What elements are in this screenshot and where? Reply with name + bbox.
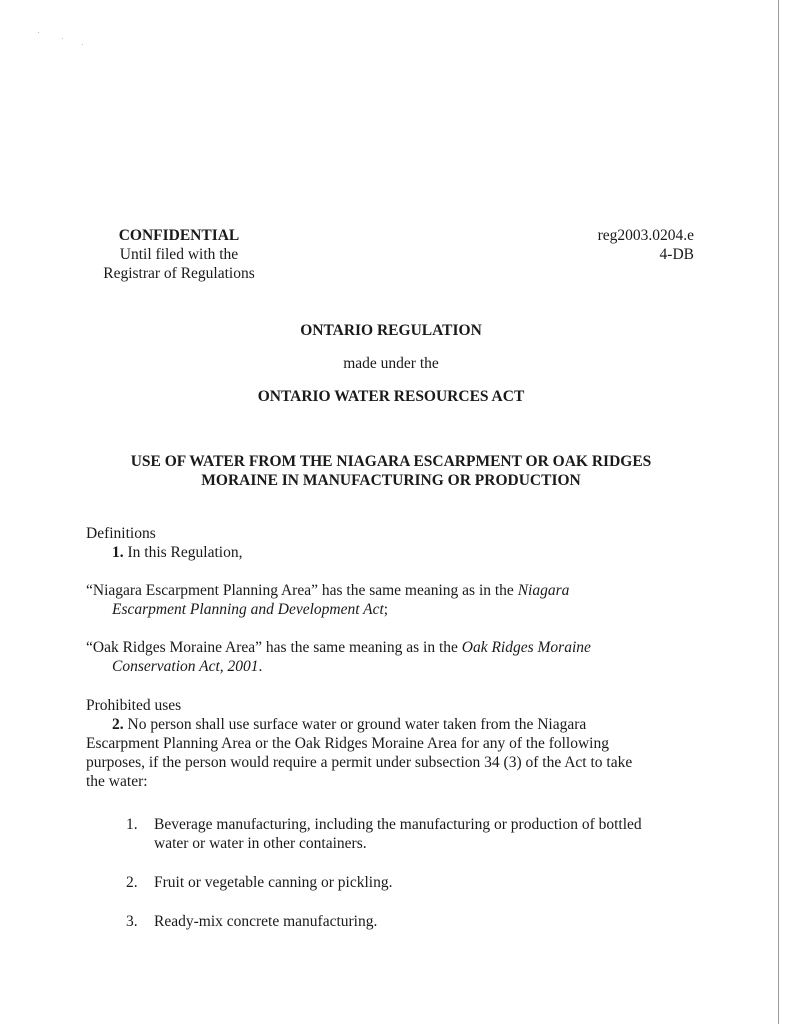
subject-title-line-2: MORAINE IN MANUFACTURING OR PRODUCTION	[201, 472, 581, 489]
confidential-label: CONFIDENTIAL	[118, 227, 240, 244]
list-item-text: water or water in other containers.	[154, 835, 367, 852]
scan-edge-line	[778, 0, 779, 1024]
section-2	[86, 715, 706, 791]
act-name-italic: Oak Ridges Moraine	[461, 639, 591, 656]
document-code-block	[540, 226, 694, 264]
scan-speck	[82, 44, 83, 45]
act-name-italic: Escarpment Planning and Development Act	[112, 601, 384, 618]
section-2-line: purposes, if the person would require a permit under subsection 34 (3) of the Act to take	[86, 754, 633, 771]
definition-text: “Niagara Escarpment Planning Area” has the same meaning as in the	[86, 582, 518, 599]
definitions-heading: Definitions	[86, 525, 156, 542]
list-item-text: Beverage manufacturing, including the manufacturing or production of bottled	[154, 816, 642, 833]
until-filed-line: Until filed with the	[119, 246, 239, 263]
subject-title	[0, 452, 782, 490]
registrar-line: Registrar of Regulations	[103, 265, 255, 282]
list-item	[126, 873, 706, 892]
section-2-number: 2.	[112, 716, 124, 733]
list-item-number: 2.	[126, 874, 138, 891]
document-code: reg2003.0204.e	[597, 227, 694, 244]
section-2-line: No person shall use surface water or ground water taken from the Niagara	[127, 716, 587, 733]
list-item	[126, 815, 706, 853]
act-name-italic: Conservation Act, 2001	[112, 658, 259, 675]
scan-speck	[62, 38, 63, 39]
list-item-number: 3.	[126, 913, 138, 930]
scan-speck	[38, 32, 39, 33]
list-item-text: Ready-mix concrete manufacturing.	[154, 913, 378, 930]
prohibited-heading: Prohibited uses	[86, 697, 182, 714]
list-item-text: Fruit or vegetable canning or pickling.	[154, 874, 393, 891]
definition-suffix: ;	[383, 601, 389, 618]
section-1	[112, 543, 242, 562]
list-item	[126, 912, 706, 931]
definition-suffix: .	[258, 658, 263, 675]
list-item-number: 1.	[126, 816, 138, 833]
definition-oak-ridges	[86, 638, 706, 676]
section-2-line: Escarpment Planning Area or the Oak Ridges Moraine Area for any of the following	[86, 735, 609, 752]
definition-niagara	[86, 581, 706, 619]
document-version: 4-DB	[659, 246, 694, 263]
made-under-line: made under the	[343, 355, 439, 372]
regulation-title: ONTARIO REGULATION	[300, 322, 482, 339]
subject-title-line-1: USE OF WATER FROM THE NIAGARA ESCARPMENT OR OAK RIDGES	[130, 453, 652, 470]
act-title: ONTARIO WATER RESOURCES ACT	[257, 388, 525, 405]
act-name-italic: Niagara	[517, 582, 570, 599]
confidential-block	[90, 226, 268, 283]
definition-text: “Oak Ridges Moraine Area” has the same meaning as in the	[86, 639, 462, 656]
section-2-line: the water:	[86, 773, 148, 790]
section-1-number: 1.	[112, 544, 124, 561]
section-1-intro: In this Regulation,	[127, 544, 243, 561]
